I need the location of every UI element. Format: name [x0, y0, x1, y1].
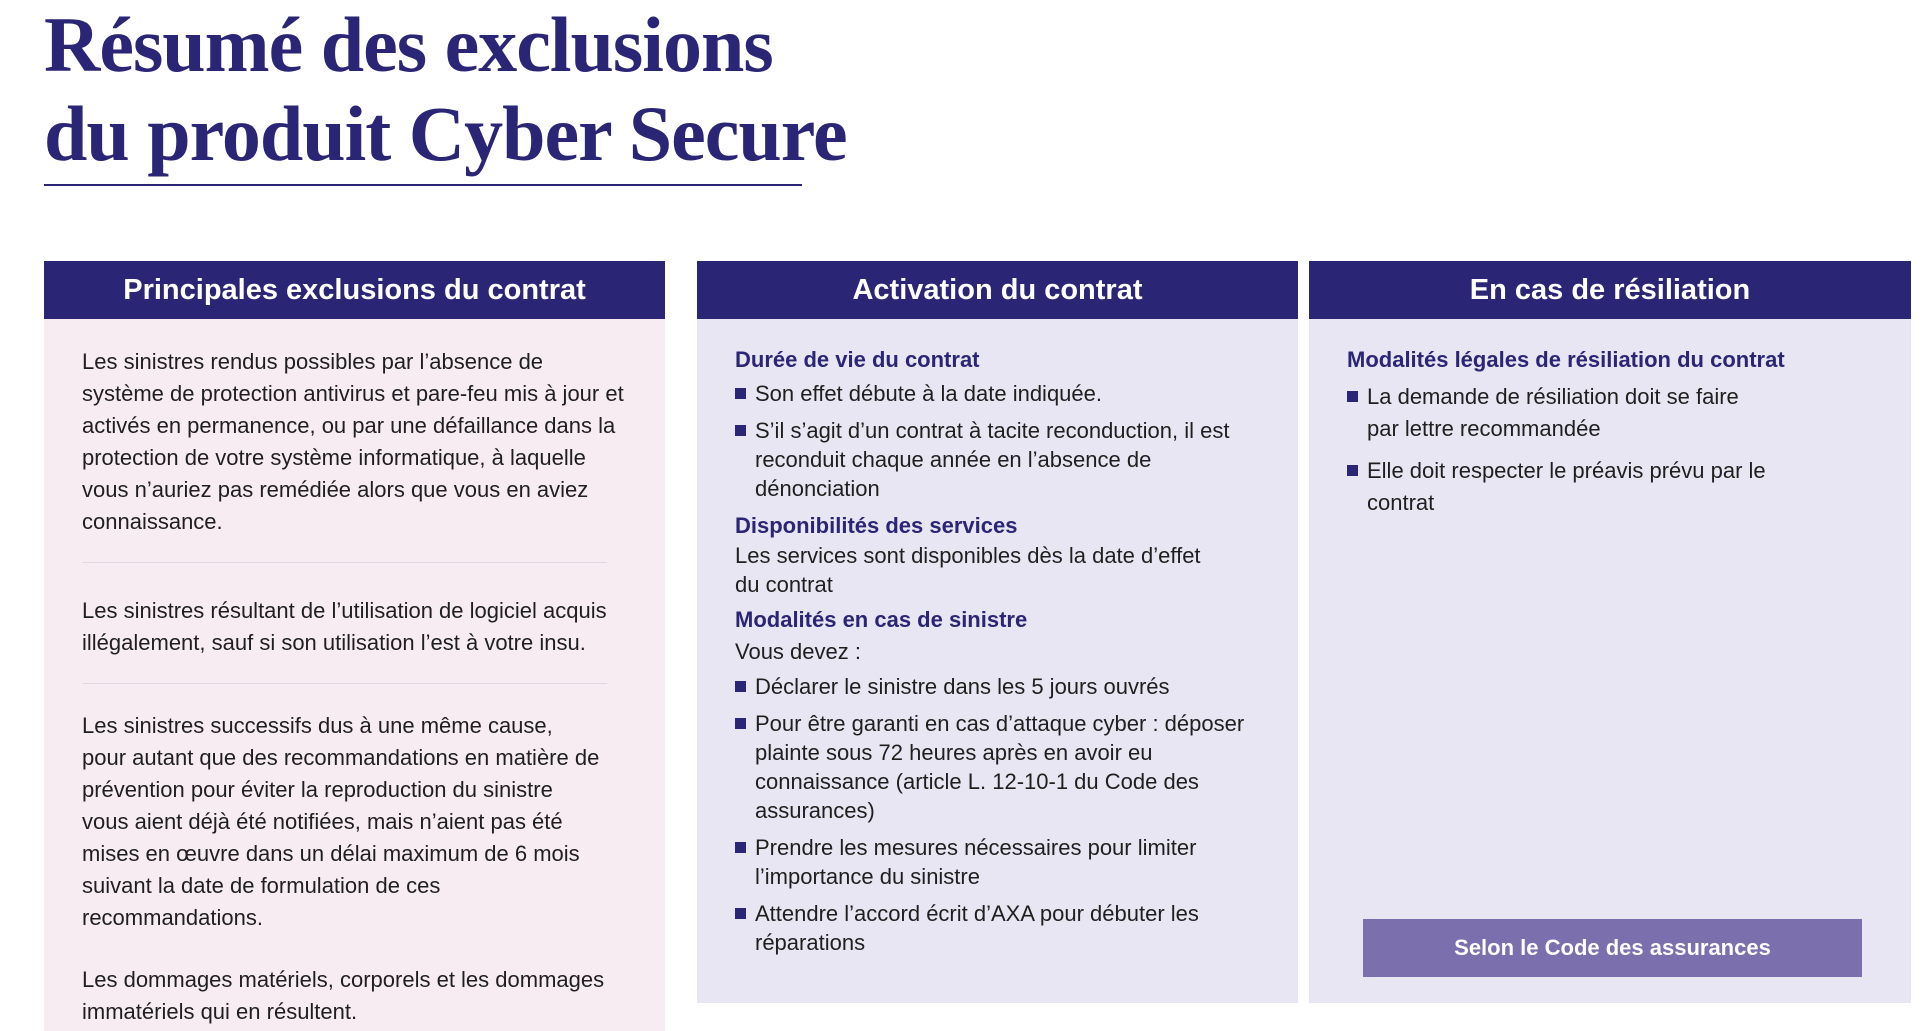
square-bullet-icon — [735, 681, 746, 692]
exclusions-column — [44, 261, 665, 1024]
title-line-2: du produit Cyber Secure — [44, 90, 847, 177]
square-bullet-icon — [1347, 391, 1358, 402]
title-line-1: Résumé des exclusions — [44, 1, 773, 88]
list-item-text: Attendre l’accord écrit d’AXA pour débuter les réparations — [755, 901, 1199, 955]
sinistre-list — [735, 672, 1245, 957]
exclusion-item: Les dommages matériels, corporels et les dommages immatériels qui en résultent. — [82, 967, 605, 1024]
list-item — [735, 709, 1245, 825]
exclusion-item: Les sinistres successifs dus à une même cause, pour autant que des recommandations en matière de prévention pour éviter la reproduction du sinistre vous aient déjà été notifiées, mais n’aient pas été mises en œuvre dans un délai maximum de 6 mois suivant la date de formulation de ces recommandations. — [82, 713, 600, 930]
activation-column — [697, 261, 1298, 955]
exclusion-item: Les sinistres résultant de l’utilisation de logiciel acquis illégalement, sauf si son utilisation l’est à votre insu. — [82, 598, 607, 655]
divider — [82, 683, 607, 684]
exclusion-item: Les sinistres rendus possibles par l’absence de système de protection antivirus et pare-feu mis à jour et activés en permanence, ou par une défaillance dans la protection de votre système informatique, à laquelle vous n’auriez pas remédiée alors que vous en aviez connaissance. — [82, 349, 624, 534]
list-item-text: S’il s’agit d’un contrat à tacite reconduction, il est reconduit chaque année en l’absence de dénonciation — [755, 418, 1230, 501]
list-item-text: Elle doit respecter le préavis prévu par le contrat — [1367, 458, 1766, 515]
activation-body — [697, 319, 1298, 1003]
duree-list — [735, 379, 1235, 503]
resiliation-subtitle: Modalités légales de résiliation du contrat — [1347, 347, 1785, 372]
resiliation-heading: En cas de résiliation — [1309, 261, 1911, 319]
list-item — [735, 899, 1245, 957]
list-item-text: Prendre les mesures nécessaires pour limiter l’importance du sinistre — [755, 835, 1197, 889]
title-underline — [44, 184, 802, 186]
exclusions-heading: Principales exclusions du contrat — [44, 261, 665, 319]
square-bullet-icon — [1347, 465, 1358, 476]
square-bullet-icon — [735, 718, 746, 729]
square-bullet-icon — [735, 388, 746, 399]
square-bullet-icon — [735, 425, 746, 436]
list-item — [1347, 381, 1767, 445]
page-title — [44, 0, 847, 178]
resiliation-list — [1347, 381, 1767, 519]
dispo-text: Les services sont disponibles dès la date d’effet du contrat — [735, 543, 1201, 597]
code-assurances-banner: Selon le Code des assurances — [1363, 919, 1862, 977]
resiliation-body — [1309, 319, 1911, 1003]
square-bullet-icon — [735, 842, 746, 853]
list-item — [735, 672, 1245, 701]
list-item — [735, 416, 1235, 503]
sinistre-intro: Vous devez : — [735, 639, 861, 664]
resiliation-column — [1309, 261, 1911, 960]
list-item — [1347, 455, 1767, 519]
exclusions-body — [44, 319, 665, 1031]
square-bullet-icon — [735, 908, 746, 919]
list-item-text: Déclarer le sinistre dans les 5 jours ouvrés — [755, 674, 1170, 699]
duree-title: Durée de vie du contrat — [735, 347, 980, 372]
activation-heading: Activation du contrat — [697, 261, 1298, 319]
list-item — [735, 833, 1245, 891]
dispo-title: Disponibilités des services — [735, 513, 1018, 538]
divider — [82, 562, 607, 563]
list-item-text: Pour être garanti en cas d’attaque cyber : déposer plainte sous 72 heures après en avoir eu connaissance (article L. 12-10-1 du Code des assurances) — [755, 711, 1245, 823]
list-item-text: Son effet débute à la date indiquée. — [755, 381, 1102, 406]
sinistre-title: Modalités en cas de sinistre — [735, 607, 1028, 632]
list-item-text: La demande de résiliation doit se faire par lettre recommandée — [1367, 384, 1739, 441]
list-item — [735, 379, 1235, 408]
